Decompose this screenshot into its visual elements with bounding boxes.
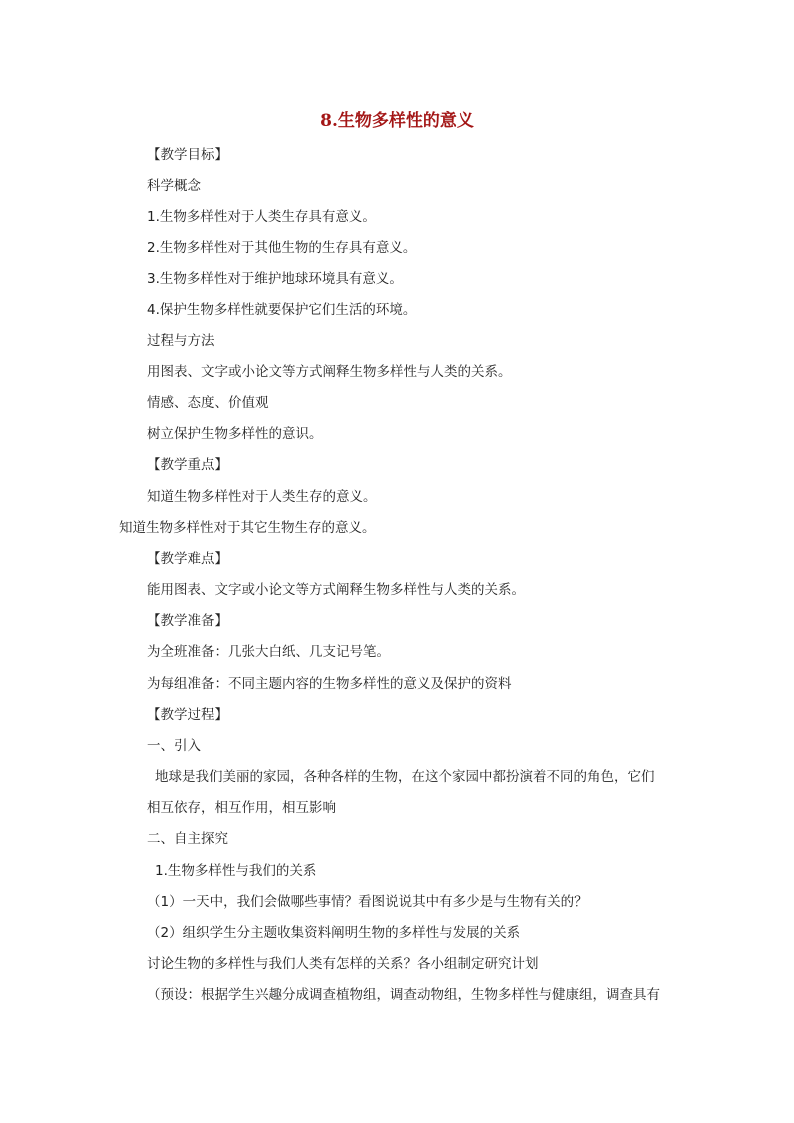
attitude-values-text: 树立保护生物多样性的意识。 [147, 426, 323, 442]
concept-item-3: 3.生物多样性对于维护地球环境具有意义。 [147, 271, 403, 287]
step-self-exploration: 二、自主探究 [147, 831, 228, 847]
key-point-1: 知道生物多样性对于人类生存的意义。 [147, 489, 377, 505]
subtopic-1: 1.生物多样性与我们的关系 [155, 863, 317, 879]
process-method-text: 用图表、文字或小论文等方式阐释生物多样性与人类的关系。 [147, 364, 512, 380]
difficulty-text: 能用图表、文字或小论文等方式阐释生物多样性与人类的关系。 [147, 582, 525, 598]
question-1: （1）一天中，我们会做哪些事情？看图说说其中有多少是与生物有关的？ [147, 894, 588, 910]
section-heading-key-points: 【教学重点】 [147, 457, 228, 473]
section-heading-objectives: 【教学目标】 [147, 147, 228, 163]
key-point-2: 知道生物多样性对于其它生物生存的意义。 [119, 520, 376, 536]
concept-item-2: 2.生物多样性对于其他生物的生存具有意义。 [147, 240, 417, 256]
section-heading-preparation: 【教学准备】 [147, 613, 228, 629]
document-title: 8.生物多样性的意义 [320, 111, 474, 131]
subheading-process-method: 过程与方法 [147, 333, 215, 349]
introduction-text-line-1: 地球是我们美丽的家园，各种各样的生物，在这个家园中都扮演着不同的角色，它们 [155, 769, 655, 785]
discussion-text: 讨论生物的多样性与我们人类有怎样的关系？各小组制定研究计划 [147, 956, 539, 972]
question-2: （2）组织学生分主题收集资料阐明生物的多样性与发展的关系 [147, 925, 521, 941]
section-heading-process: 【教学过程】 [147, 707, 228, 723]
subheading-attitude-values: 情感、态度、价值观 [147, 395, 269, 411]
section-heading-difficulties: 【教学难点】 [147, 551, 228, 567]
preparation-class: 为全班准备：几张大白纸、几支记号笔。 [147, 644, 390, 660]
preparation-group: 为每组准备：不同主题内容的生物多样性的意义及保护的资料 [147, 676, 512, 692]
subheading-science-concepts: 科学概念 [147, 178, 201, 194]
introduction-text-line-2: 相互依存，相互作用，相互影响 [147, 800, 336, 816]
step-introduction: 一、引入 [147, 738, 201, 754]
concept-item-4: 4.保护生物多样性就要保护它们生活的环境。 [147, 302, 417, 318]
concept-item-1: 1.生物多样性对于人类生存具有意义。 [147, 209, 376, 225]
preset-text: （预设：根据学生兴趣分成调查植物组，调查动物组，生物多样性与健康组，调查具有 [147, 987, 660, 1003]
